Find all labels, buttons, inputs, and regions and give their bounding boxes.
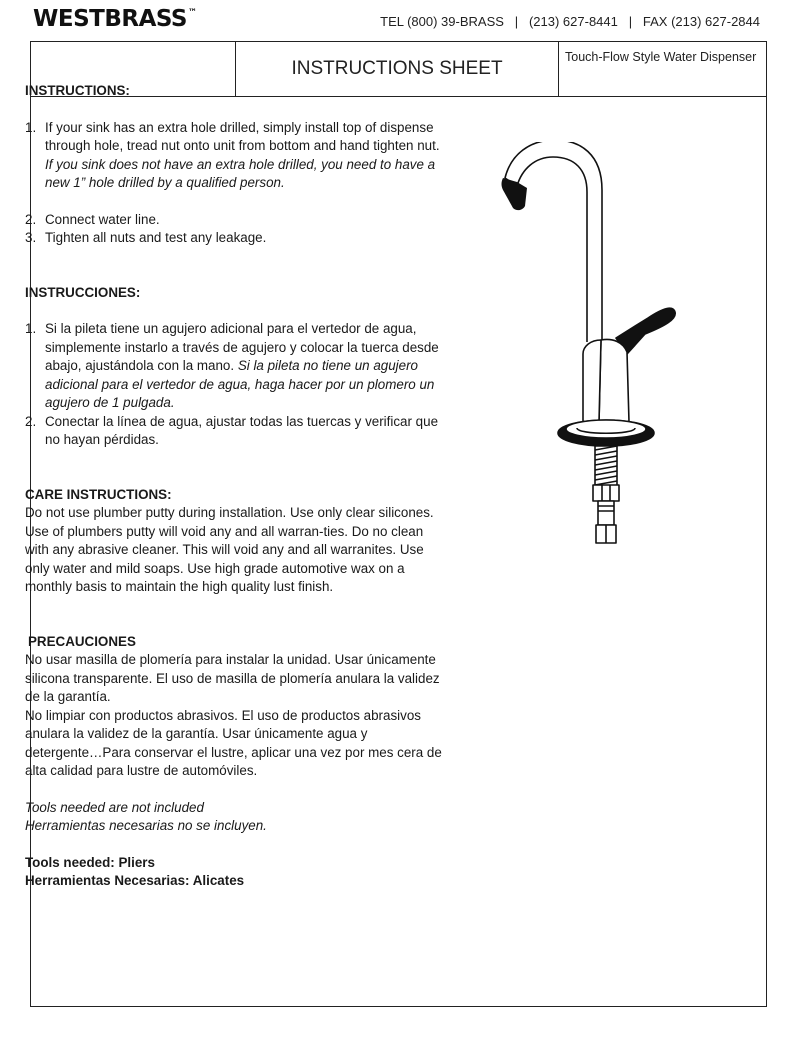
- item-text: Si la pileta tiene un agujero adicional para el vertedor de agua, simplemente instarlo a través de agujero y colocar la tuerca desde abajo, ajustándola con la mano.: [45, 321, 439, 373]
- list-item: [25, 119, 445, 193]
- product-name: Touch-Flow Style Water Dispenser: [565, 50, 757, 64]
- precauciones-text-1: No usar masilla de plomería para instalar la unidad. Usar únicamente silicona transparente. El uso de masilla de plomería anulara la validez de la garantía.: [25, 652, 440, 704]
- contact-info: TEL (800) 39-BRASS | (213) 627-8441 | FAX (213) 627-2844: [380, 14, 760, 29]
- item-note: Si la pileta no tiene un agujero adicional para el vertedor de agua, haga hacer por un plomero un agujero de 1 pulgada.: [45, 358, 435, 410]
- care-heading: CARE INSTRUCTIONS:: [25, 486, 172, 502]
- care-text: Do not use plumber putty during installation. Use only clear silicones. Use of plumbers putty will void any and all warran-ties. Do no clean with any abrasive cleaner. This will void any and all warranites. Use only water and mild soaps. Use high grade automotive wax on a monthly basis to maintain the high quality lust finish.: [25, 505, 434, 594]
- tools-note-en: Tools needed are not included: [25, 799, 204, 815]
- tools-needed-en: Tools needed: Pliers: [25, 854, 155, 870]
- item-text: If your sink has an extra hole drilled, simply install top of dispense through hole, tread nut onto unit from bottom and hand tighten nut.: [45, 119, 440, 153]
- list-item: [25, 229, 445, 248]
- item-number: 2.: [25, 413, 37, 429]
- item-number: 3.: [25, 230, 37, 245]
- tools-needed-es: Herramientas Necesarias: Alicates: [25, 873, 245, 888]
- instrucciones-list: [25, 320, 445, 450]
- trademark: ™: [187, 8, 197, 18]
- list-item: [25, 211, 445, 230]
- brand-logo: [33, 6, 196, 32]
- item-text: Connect water line.: [45, 211, 160, 227]
- instructions-list: [25, 119, 445, 248]
- item-number: 2.: [25, 211, 37, 227]
- item-note: If you sink does not have an extra hole drilled, you need to have a new 1” hole drilled by a qualified person.: [45, 156, 436, 190]
- precauciones-heading: PRECAUCIONES: [28, 633, 136, 649]
- item-text: Tighten all nuts and test any leakage.: [45, 230, 267, 245]
- item-number: 1.: [25, 119, 37, 135]
- list-item: [25, 413, 445, 450]
- tools-note-es: Herramientas necesarias no se incluyen.: [25, 818, 267, 833]
- item-number: 1.: [25, 321, 37, 336]
- item-text: Conectar la línea de agua, ajustar todas las tuercas y verificar que no hayan pérdidas.: [45, 413, 439, 447]
- instructions-heading: INSTRUCTIONS:: [25, 83, 130, 98]
- list-item: [25, 320, 445, 413]
- precauciones-text-2: No limpiar con productos abrasivos. El uso de productos abrasivos anulara la validez de la garantía. Usar únicamente agua y detergente…Para conservar el lustre, aplicar una vez por mes cera de alta calidad para lustre de automóviles.: [25, 707, 442, 778]
- brand-name: WESTBRASS: [33, 6, 187, 32]
- sheet-title: INSTRUCTIONS SHEET: [235, 42, 559, 96]
- content: [25, 82, 445, 891]
- instrucciones-heading: INSTRUCCIONES:: [25, 284, 141, 300]
- faucet-icon: [495, 142, 695, 552]
